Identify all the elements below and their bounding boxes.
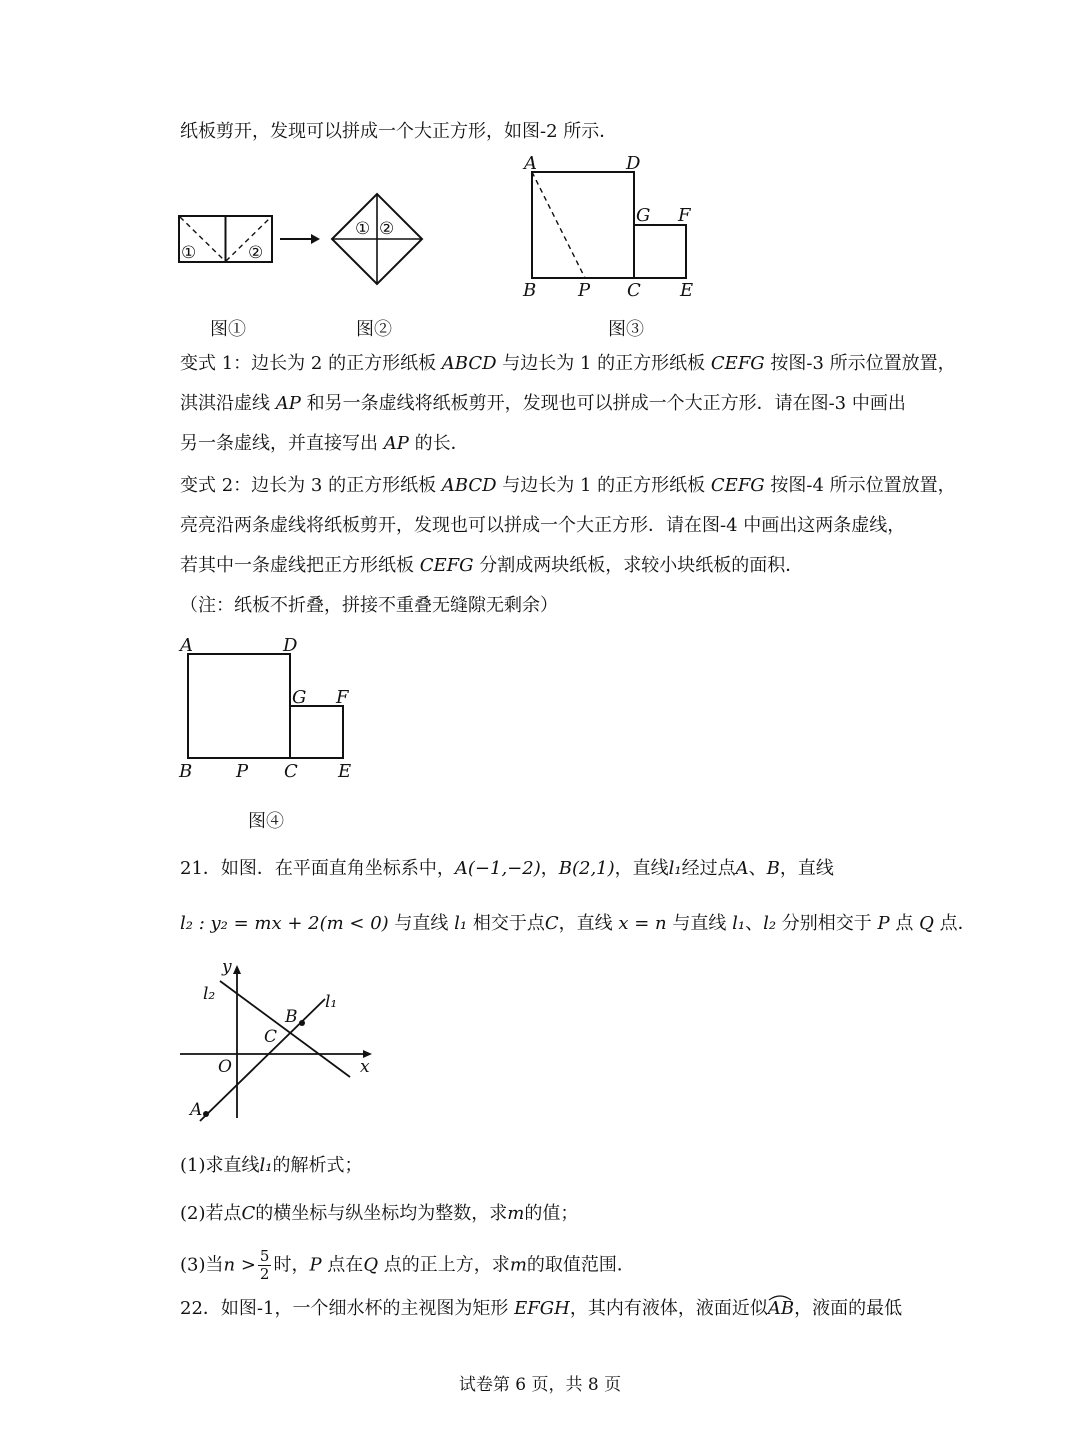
svg-text:F: F xyxy=(678,205,691,226)
svg-text:G: G xyxy=(636,205,651,226)
fig4-square-abcd xyxy=(188,654,290,758)
fig4-square-cefg xyxy=(290,706,343,758)
svg-text:l₁: l₁ xyxy=(325,992,338,1012)
fig1-caption: 图① xyxy=(210,319,246,340)
fig1-label-2: ② xyxy=(248,243,264,263)
svg-text:C: C xyxy=(284,761,298,782)
intro-line: 纸板剪开，发现可以拼成一个大正方形，如图-2 所示． xyxy=(180,121,618,142)
svg-text:D: D xyxy=(283,635,298,656)
figure-4 xyxy=(176,634,366,784)
svg-text:B: B xyxy=(285,1007,298,1027)
fig3-square-cefg xyxy=(634,225,686,278)
fig2-label-2: ② xyxy=(379,219,395,239)
svg-text:G: G xyxy=(292,687,307,708)
svg-text:y: y xyxy=(222,957,232,977)
svg-text:C: C xyxy=(264,1027,278,1047)
fig2-caption: 图② xyxy=(356,319,392,340)
svg-text:E: E xyxy=(338,761,352,782)
fig4-caption: 图④ xyxy=(248,811,284,832)
variant2-note: （注：纸板不折叠，拼接不重叠无缝隙无剩余） xyxy=(180,595,558,616)
svg-text:A: A xyxy=(524,153,537,174)
point-a xyxy=(203,1111,209,1117)
svg-text:B: B xyxy=(179,761,193,782)
svg-text:C: C xyxy=(627,280,641,301)
variant2-line-3: 若其中一条虚线把正方形纸板 CEFG 分割成两块纸板，求较小块纸板的面积． xyxy=(180,555,804,576)
q21-part-1: (1)求直线l₁的解析式； xyxy=(180,1155,363,1176)
q21-coordinate-graph xyxy=(178,955,378,1125)
svg-text:A: A xyxy=(180,635,193,656)
arrow-icon xyxy=(280,229,322,249)
svg-text:l₂: l₂ xyxy=(203,984,216,1004)
svg-text:E: E xyxy=(680,280,694,301)
svg-text:B: B xyxy=(523,280,537,301)
figure-1 xyxy=(178,214,274,266)
variant1-line-2: 淇淇沿虚线 AP 和另一条虚线将纸板剪开，发现也可以拼成一个大正方形．请在图-3 中画出 xyxy=(180,393,906,414)
figure-2 xyxy=(330,192,426,288)
svg-text:D: D xyxy=(626,153,641,174)
variant2-line-2: 亮亮沿两条虚线将纸板剪开，发现也可以拼成一个大正方形．请在图-4 中画出这两条虚线， xyxy=(180,515,906,536)
q21-line-1: 21．如图．在平面直角坐标系中，A(−1,−2)，B(2,1)，直线l₁经过点A、B，直线 xyxy=(180,858,834,879)
q22-line: 22．如图-1，一个细水杯的主视图为矩形 EFGH，其内有液体，液面近似 AB，液面的最低 xyxy=(180,1298,903,1319)
svg-text:P: P xyxy=(578,280,591,301)
arc-ab: AB xyxy=(767,1298,795,1319)
variant2-line-1: 变式 2：边长为 3 的正方形纸板 ABCD 与边长为 1 的正方形纸板 CEFG 按图-4 所示位置放置， xyxy=(180,475,956,496)
svg-text:P: P xyxy=(236,761,249,782)
svg-text:x: x xyxy=(360,1057,370,1077)
variant1-line-1: 变式 1：边长为 2 的正方形纸板 ABCD 与边长为 1 的正方形纸板 CEFG 按图-3 所示位置放置， xyxy=(180,353,956,374)
q21-part-2: (2)若点C的横坐标与纵坐标均为整数，求m的值； xyxy=(180,1203,579,1224)
fig3-dashed-ap xyxy=(532,172,585,278)
variant1-line-3: 另一条虚线，并直接写出 AP 的长． xyxy=(180,433,469,454)
fraction-five-halves: $\frac{5}{2}$ xyxy=(259,1247,270,1283)
fig2-label-1: ① xyxy=(355,219,371,239)
page-footer: 试卷第 6 页，共 8 页 xyxy=(458,1375,622,1395)
q21-part-3: (3)当n > $\frac{5}{2}$ 时，P 点在Q 点的正上方，求m的取值范围． xyxy=(180,1247,635,1283)
svg-text:A: A xyxy=(190,1100,203,1120)
point-b xyxy=(299,1020,305,1026)
svg-text:F: F xyxy=(336,687,349,708)
svg-text:O: O xyxy=(218,1057,232,1077)
fig3-square-abcd xyxy=(532,172,634,278)
fig1-label-1: ① xyxy=(181,243,197,263)
fig3-caption: 图③ xyxy=(608,319,644,340)
q21-line-2: l₂ : y₂ = mx + 2(m < 0) 与直线 l₁ 相交于点C，直线 x = n 与直线 l₁、l₂ 分别相交于 P 点 Q 点． xyxy=(180,913,976,934)
figure-3 xyxy=(518,152,708,302)
